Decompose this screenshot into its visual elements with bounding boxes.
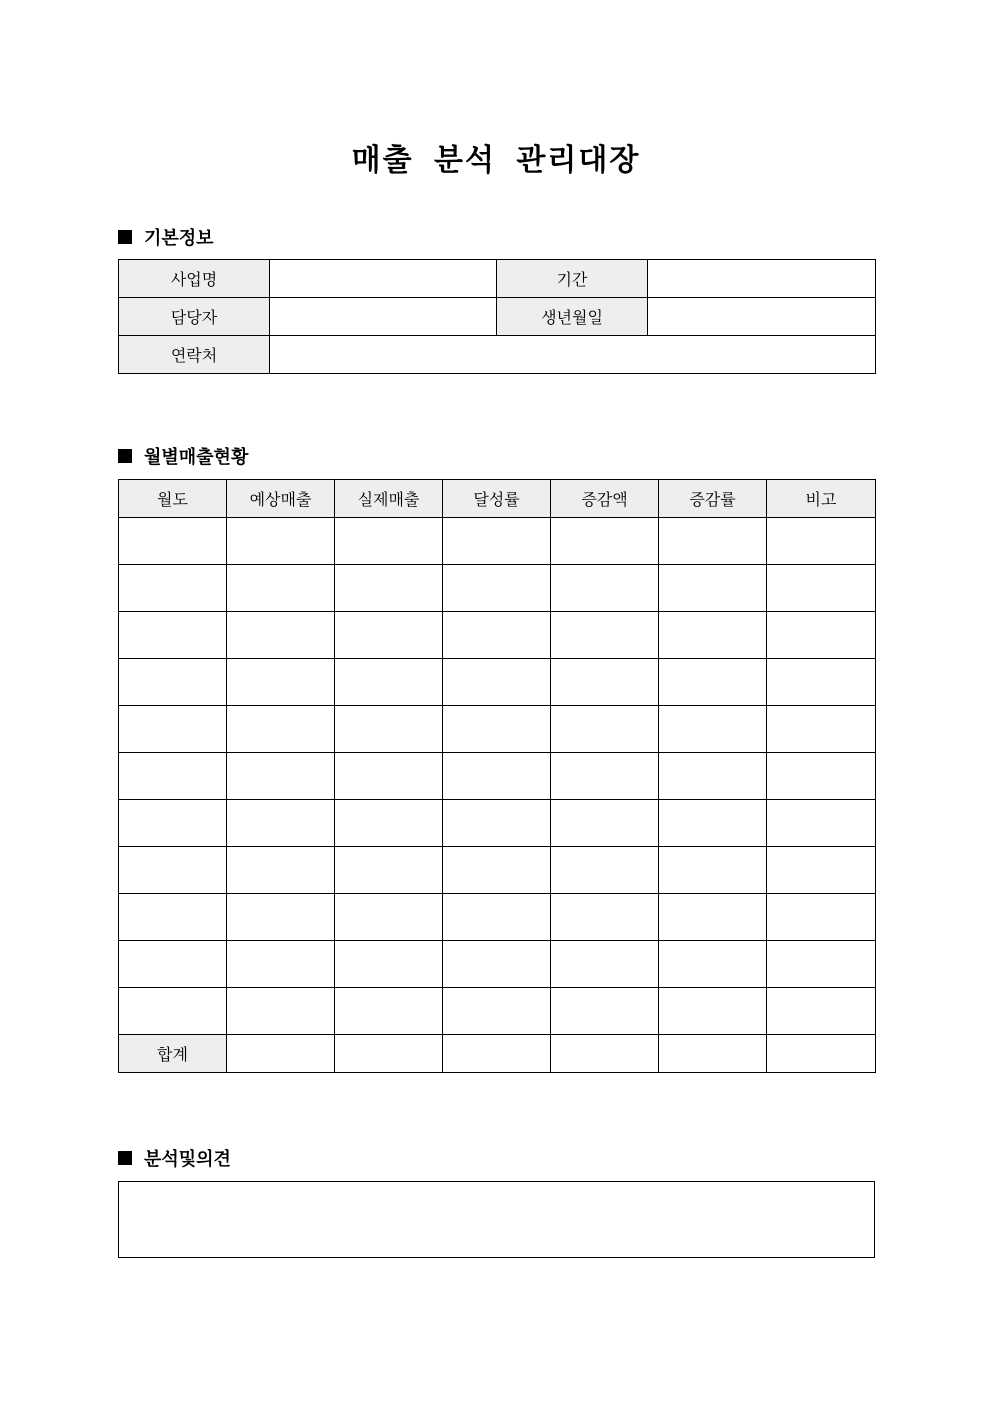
- achievement-rate-cell[interactable]: [443, 894, 551, 941]
- actual-sales-cell[interactable]: [335, 800, 443, 847]
- month-cell[interactable]: [119, 847, 227, 894]
- actual-sales-cell[interactable]: [335, 988, 443, 1035]
- column-header-remarks: 비고: [767, 480, 876, 518]
- manager-field[interactable]: [270, 298, 497, 336]
- month-cell[interactable]: [119, 800, 227, 847]
- table-row: [119, 612, 876, 659]
- basic-info-table: [118, 259, 876, 374]
- expected-sales-cell[interactable]: [227, 800, 335, 847]
- achievement-rate-cell[interactable]: [443, 753, 551, 800]
- column-header-change-rate: 증감률: [659, 480, 767, 518]
- basic-info-heading: [118, 224, 214, 250]
- achievement-rate-cell[interactable]: [443, 518, 551, 565]
- actual-sales-cell[interactable]: [335, 565, 443, 612]
- expected-sales-cell[interactable]: [227, 706, 335, 753]
- change-amount-cell[interactable]: [551, 565, 659, 612]
- business-name-label: 사업명: [119, 260, 270, 298]
- actual-sales-cell[interactable]: [335, 894, 443, 941]
- total-label: 합계: [119, 1035, 227, 1073]
- actual-sales-cell[interactable]: [335, 847, 443, 894]
- actual-sales-cell[interactable]: [335, 706, 443, 753]
- table-row: [119, 659, 876, 706]
- remarks-cell[interactable]: [767, 941, 876, 988]
- expected-sales-cell[interactable]: [227, 941, 335, 988]
- monthly-sales-heading: [118, 443, 248, 469]
- achievement-rate-cell[interactable]: [443, 565, 551, 612]
- change-amount-cell[interactable]: [551, 518, 659, 565]
- period-label: 기간: [497, 260, 648, 298]
- change-rate-cell[interactable]: [659, 659, 767, 706]
- change-amount-cell[interactable]: [551, 612, 659, 659]
- basic-info-heading-label: 기본정보: [144, 228, 214, 249]
- remarks-cell[interactable]: [767, 518, 876, 565]
- change-rate-cell[interactable]: [659, 706, 767, 753]
- basic-info-row: [119, 298, 876, 336]
- change-rate-cell[interactable]: [659, 518, 767, 565]
- basic-info-row: [119, 260, 876, 298]
- table-row: [119, 706, 876, 753]
- business-name-field[interactable]: [270, 260, 497, 298]
- change-rate-cell[interactable]: [659, 941, 767, 988]
- remarks-cell[interactable]: [767, 565, 876, 612]
- total-remarks-cell[interactable]: [767, 1035, 876, 1073]
- column-header-month: 월도: [119, 480, 227, 518]
- month-cell[interactable]: [119, 941, 227, 988]
- table-row: [119, 894, 876, 941]
- column-header-change-amount: 증감액: [551, 480, 659, 518]
- total-actual-sales-cell[interactable]: [335, 1035, 443, 1073]
- analysis-opinion-field[interactable]: [118, 1181, 875, 1258]
- achievement-rate-cell[interactable]: [443, 659, 551, 706]
- contact-label: 연락처: [119, 336, 270, 374]
- remarks-cell[interactable]: [767, 706, 876, 753]
- change-amount-cell[interactable]: [551, 988, 659, 1035]
- achievement-rate-cell[interactable]: [443, 988, 551, 1035]
- achievement-rate-cell[interactable]: [443, 941, 551, 988]
- remarks-cell[interactable]: [767, 894, 876, 941]
- change-amount-cell[interactable]: [551, 706, 659, 753]
- remarks-cell[interactable]: [767, 612, 876, 659]
- change-rate-cell[interactable]: [659, 753, 767, 800]
- expected-sales-cell[interactable]: [227, 847, 335, 894]
- table-row: [119, 988, 876, 1035]
- total-expected-sales-cell[interactable]: [227, 1035, 335, 1073]
- monthly-table-body: [119, 518, 876, 1035]
- change-amount-cell[interactable]: [551, 753, 659, 800]
- change-rate-cell[interactable]: [659, 800, 767, 847]
- contact-field[interactable]: [270, 336, 876, 374]
- table-header-row: [119, 480, 876, 518]
- change-amount-cell[interactable]: [551, 847, 659, 894]
- change-amount-cell[interactable]: [551, 800, 659, 847]
- change-rate-cell[interactable]: [659, 612, 767, 659]
- month-cell[interactable]: [119, 612, 227, 659]
- analysis-heading: [118, 1145, 231, 1171]
- birth-date-field[interactable]: [648, 298, 876, 336]
- change-amount-cell[interactable]: [551, 659, 659, 706]
- table-row: [119, 847, 876, 894]
- monthly-sales-table: [118, 479, 876, 1073]
- total-change-rate-cell[interactable]: [659, 1035, 767, 1073]
- actual-sales-cell[interactable]: [335, 659, 443, 706]
- expected-sales-cell[interactable]: [227, 659, 335, 706]
- month-cell[interactable]: [119, 565, 227, 612]
- basic-info-row: [119, 336, 876, 374]
- achievement-rate-cell[interactable]: [443, 706, 551, 753]
- actual-sales-cell[interactable]: [335, 941, 443, 988]
- remarks-cell[interactable]: [767, 800, 876, 847]
- actual-sales-cell[interactable]: [335, 518, 443, 565]
- change-rate-cell[interactable]: [659, 847, 767, 894]
- table-row: [119, 800, 876, 847]
- change-amount-cell[interactable]: [551, 894, 659, 941]
- achievement-rate-cell[interactable]: [443, 847, 551, 894]
- remarks-cell[interactable]: [767, 847, 876, 894]
- square-bullet-icon: [118, 449, 132, 463]
- achievement-rate-cell[interactable]: [443, 800, 551, 847]
- remarks-cell[interactable]: [767, 988, 876, 1035]
- manager-label: 담당자: [119, 298, 270, 336]
- table-row: [119, 941, 876, 988]
- table-row: [119, 518, 876, 565]
- expected-sales-cell[interactable]: [227, 894, 335, 941]
- change-amount-cell[interactable]: [551, 941, 659, 988]
- table-row: [119, 753, 876, 800]
- square-bullet-icon: [118, 230, 132, 244]
- month-cell[interactable]: [119, 706, 227, 753]
- achievement-rate-cell[interactable]: [443, 612, 551, 659]
- month-cell[interactable]: [119, 988, 227, 1035]
- remarks-cell[interactable]: [767, 753, 876, 800]
- change-rate-cell[interactable]: [659, 988, 767, 1035]
- actual-sales-cell[interactable]: [335, 612, 443, 659]
- period-field[interactable]: [648, 260, 876, 298]
- expected-sales-cell[interactable]: [227, 612, 335, 659]
- month-cell[interactable]: [119, 518, 227, 565]
- expected-sales-cell[interactable]: [227, 518, 335, 565]
- table-row: [119, 565, 876, 612]
- remarks-cell[interactable]: [767, 659, 876, 706]
- page-title: 매출 분석 관리대장: [351, 143, 641, 178]
- column-header-expected-sales: 예상매출: [227, 480, 335, 518]
- column-header-achievement-rate: 달성률: [443, 480, 551, 518]
- month-cell[interactable]: [119, 659, 227, 706]
- total-row: [119, 1035, 876, 1073]
- expected-sales-cell[interactable]: [227, 753, 335, 800]
- birth-date-label: 생년월일: [497, 298, 648, 336]
- month-cell[interactable]: [119, 894, 227, 941]
- expected-sales-cell[interactable]: [227, 565, 335, 612]
- actual-sales-cell[interactable]: [335, 753, 443, 800]
- change-rate-cell[interactable]: [659, 894, 767, 941]
- column-header-actual-sales: 실제매출: [335, 480, 443, 518]
- change-rate-cell[interactable]: [659, 565, 767, 612]
- total-achievement-rate-cell[interactable]: [443, 1035, 551, 1073]
- total-change-amount-cell[interactable]: [551, 1035, 659, 1073]
- square-bullet-icon: [118, 1151, 132, 1165]
- monthly-sales-heading-label: 월별매출현황: [144, 447, 249, 468]
- month-cell[interactable]: [119, 753, 227, 800]
- expected-sales-cell[interactable]: [227, 988, 335, 1035]
- analysis-heading-label: 분석및의견: [144, 1149, 231, 1170]
